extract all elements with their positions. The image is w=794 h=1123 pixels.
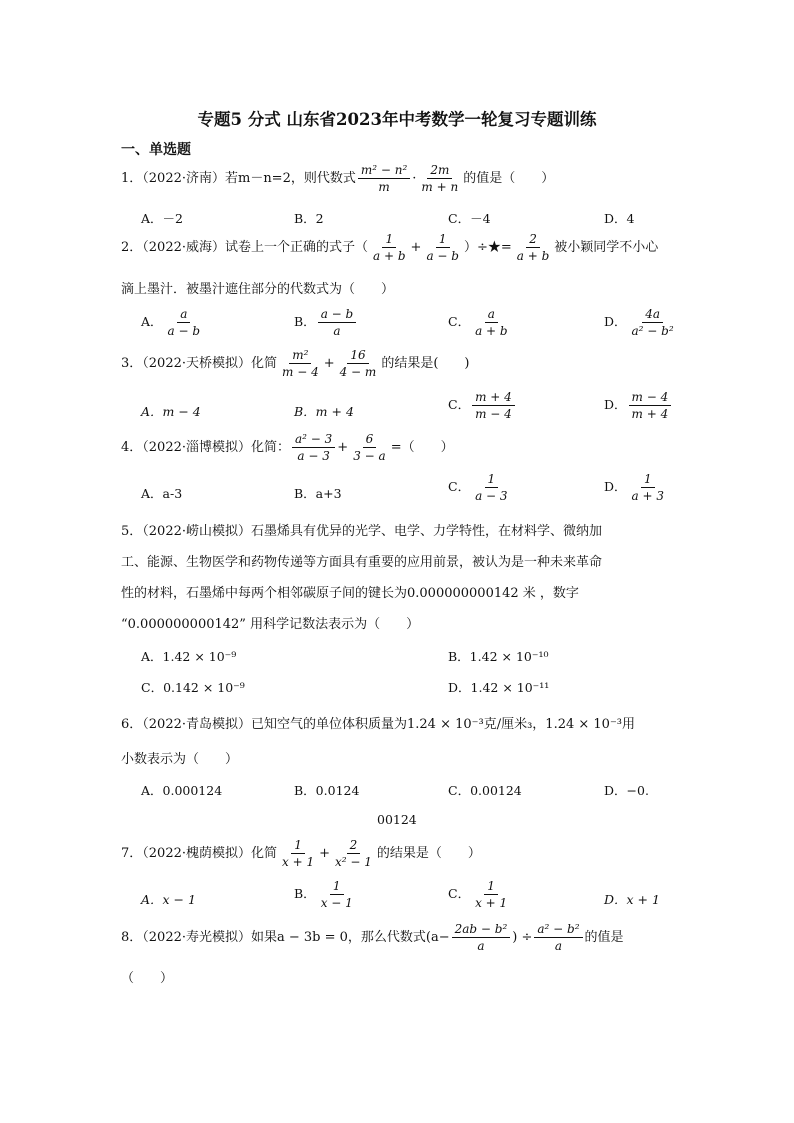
q4-plus: +	[337, 440, 349, 455]
q5-line-2: 工、能源、生物医学和药物传递等方面具有重要的应用前景，被认为是一种未来革命	[121, 555, 603, 570]
q4-opt-d-den: a + 3	[631, 489, 665, 503]
q8-fraction-2	[534, 922, 582, 953]
q3-fraction-2	[337, 348, 380, 379]
q4-f1-den: a − 3	[297, 449, 330, 463]
q3-opt-c-frac	[472, 390, 515, 421]
q4-f2-den: 3 − a	[353, 449, 386, 463]
q1-text-a: 1．（2022·济南）若m－n=2，则代数式	[121, 171, 356, 186]
q3-text-b: 的结果是( )	[381, 356, 470, 371]
q3-opt-d-num: m − 4	[629, 390, 672, 406]
q7-f2-den: x² − 1	[335, 855, 372, 869]
q1-frac1-den: m	[378, 180, 390, 194]
question-4-stem	[121, 432, 454, 463]
q4-fraction-2	[350, 432, 388, 463]
q2-f2-den: a − b	[426, 249, 459, 263]
q1-option-a: A．－2	[141, 211, 183, 226]
question-8-stem	[121, 922, 624, 953]
q2-opt-a-label: A．	[141, 314, 163, 329]
q3-option-c	[448, 390, 517, 421]
q8-f2-den: a	[554, 939, 563, 953]
q7-option-c	[448, 879, 512, 910]
q2-opt-b-label: B．	[294, 314, 316, 329]
q4-text-a: 4．（2022·淄博模拟）化简：	[121, 440, 290, 455]
q7-opt-c-frac	[472, 879, 510, 910]
question-7-stem	[121, 838, 481, 869]
q3-option-a: A．m − 4	[141, 404, 201, 419]
q4-fraction-1	[292, 432, 335, 463]
q4-opt-c-num: 1	[485, 472, 499, 488]
q3-option-d	[604, 390, 673, 421]
q2-opt-d-num: 4a	[642, 307, 663, 323]
q3-opt-d-den: m + 4	[631, 407, 669, 421]
q3-opt-d-label: D．	[604, 397, 627, 412]
q7-f2-num: 2	[347, 838, 361, 854]
q6-option-b: B．0.0124	[294, 783, 360, 798]
q2-opt-c-den: a + b	[475, 324, 508, 338]
q2-opt-d-label: D．	[604, 314, 627, 329]
q4-opt-c-frac	[472, 472, 510, 503]
q7-fraction-2	[332, 838, 375, 869]
q3-fraction-1	[279, 348, 322, 379]
q7-opt-c-den: x + 1	[475, 896, 508, 910]
q8-text-a: 8．（2022·寿光模拟）如果a − 3b = 0，那么代数式(a−	[121, 930, 450, 945]
q1-fraction-1	[358, 163, 410, 194]
q2-fraction-2	[423, 232, 462, 263]
q4-opt-c-label: C．	[448, 479, 471, 494]
q2-option-d	[604, 307, 679, 338]
q6-line-2: 小数表示为（ ）	[121, 752, 239, 767]
q3-option-b: B．m + 4	[294, 404, 354, 419]
q6-option-c: C．0.00124	[448, 783, 522, 798]
q2-f3-den: a + b	[516, 249, 550, 263]
q1-dot: ·	[412, 171, 417, 186]
q7-option-d: D．x + 1	[604, 892, 660, 907]
q4-opt-d-label: D．	[604, 479, 627, 494]
q7-option-a: A．x − 1	[141, 892, 196, 907]
q2-opt-d-den: a² − b²	[631, 324, 674, 338]
q7-opt-b-frac	[318, 879, 356, 910]
q5-line-1: 5．（2022·崂山模拟）石墨烯具有优异的光学、电学、力学特性，在材料学、微纳加	[121, 524, 602, 539]
q8-f1-den: a	[477, 939, 485, 953]
q1-frac1-num: m² − n²	[358, 163, 410, 179]
q2-fraction-1	[370, 232, 409, 263]
section-heading: 一、单选题	[121, 142, 191, 158]
q7-opt-b-num: 1	[330, 879, 344, 895]
q4-opt-c-den: a − 3	[475, 489, 508, 503]
q4-text-b: =（ ）	[390, 440, 454, 455]
q2-opt-a-num: a	[177, 307, 190, 323]
q4-option-b: B．a+3	[294, 486, 342, 501]
q3-f1-num: m²	[289, 348, 311, 364]
q6-option-d: D．−0.	[604, 783, 649, 798]
q2-f1-num: 1	[382, 232, 396, 248]
q2-plus: +	[410, 240, 422, 255]
q7-opt-b-den: x − 1	[320, 896, 353, 910]
q2-text-a: 2．（2022·威海）试卷上一个正确的式子（	[121, 240, 368, 255]
q3-f2-num: 16	[347, 348, 368, 364]
q1-text-b: 的值是（ ）	[463, 171, 555, 186]
q2-opt-b-frac	[318, 307, 357, 338]
q1-frac2-den: m + n	[421, 180, 459, 194]
q2-f3-num: 2	[526, 232, 540, 248]
q2-fraction-3	[514, 232, 553, 263]
q3-text-a: 3．（2022·天桥模拟）化简	[121, 356, 277, 371]
question-3-stem	[121, 348, 469, 379]
q5-line-3: 性的材料，石墨烯中每两个相邻碳原子间的键长为0.000000000142 米 ，数字	[121, 586, 579, 601]
q2-opt-d-frac	[629, 307, 677, 338]
q7-opt-c-label: C．	[448, 886, 471, 901]
q2-text-b: 被小颖同学不小心	[554, 240, 659, 255]
q8-fraction-1	[452, 922, 511, 953]
q1-fraction-2	[418, 163, 461, 194]
q2-line-2: 滴上墨汁．被墨汁遮住部分的代数式为（ ）	[121, 282, 395, 297]
q2-option-b	[294, 307, 358, 338]
q3-opt-c-num: m + 4	[472, 390, 515, 406]
q2-opt-c-label: C．	[448, 314, 471, 329]
question-1-stem	[121, 163, 554, 194]
q4-f1-num: a² − 3	[292, 432, 335, 448]
q4-opt-d-frac	[629, 472, 667, 503]
q1-option-c: C．－4	[448, 211, 491, 226]
q8-f1-num: 2ab − b²	[452, 922, 511, 938]
q6-option-d-wrap: 00124	[377, 812, 417, 827]
q4-option-d	[604, 472, 669, 503]
q5-line-4: “0.000000000142” 用科学记数法表示为（ ）	[121, 617, 420, 632]
page-title: 专题5 分式 山东省2023年中考数学一轮复习专题训练	[197, 110, 597, 129]
q1-option-d: D．4	[604, 211, 635, 226]
q5-option-c: C．0.142 × 10⁻⁹	[141, 680, 245, 695]
q3-opt-c-label: C．	[448, 397, 471, 412]
q2-opt-b-den: a	[333, 324, 341, 338]
q7-f1-num: 1	[291, 838, 305, 854]
q7-fraction-1	[279, 838, 317, 869]
q6-line-1: 6．（2022·青岛模拟）已知空气的单位体积质量为1.24 × 10⁻³克/厘米₃，1.24 × 10⁻³用	[121, 717, 636, 732]
q2-opt-c-frac	[472, 307, 511, 338]
q7-option-b	[294, 879, 358, 910]
q2-opt-c-num: a	[485, 307, 498, 323]
q2-option-a	[141, 307, 205, 338]
q4-option-c	[448, 472, 513, 503]
q8-text-b: 的值是	[584, 930, 624, 945]
q8-line-2: （ ）	[121, 971, 174, 986]
question-2-stem	[121, 232, 658, 263]
q2-f2-num: 1	[436, 232, 450, 248]
q6-option-a: A．0.000124	[141, 783, 223, 798]
q2-option-c	[448, 307, 513, 338]
q4-opt-d-num: 1	[641, 472, 655, 488]
q8-f2-num: a² − b²	[534, 922, 582, 938]
q1-option-b: B．2	[294, 211, 324, 226]
q4-option-a: A．a-3	[141, 486, 183, 501]
q3-opt-c-den: m − 4	[475, 407, 512, 421]
q3-opt-d-frac	[629, 390, 672, 421]
q5-option-a: A．1.42 × 10⁻⁹	[141, 649, 237, 664]
q7-text-b: 的结果是（ ）	[376, 846, 481, 861]
q2-opt-a-den: a − b	[167, 324, 201, 338]
q3-f2-den: 4 − m	[339, 365, 377, 379]
q2-opt-b-num: a − b	[318, 307, 357, 323]
q7-opt-c-num: 1	[484, 879, 498, 895]
q5-option-b: B．1.42 × 10⁻¹⁰	[448, 649, 549, 664]
q7-plus: +	[319, 846, 330, 861]
q2-f1-den: a + b	[373, 249, 406, 263]
q5-option-d: D．1.42 × 10⁻¹¹	[448, 680, 550, 695]
q2-opt-a-frac	[165, 307, 204, 338]
q7-f1-den: x + 1	[282, 855, 315, 869]
q3-plus: +	[323, 356, 335, 371]
q1-frac2-num: 2m	[427, 163, 452, 179]
q4-f2-num: 6	[363, 432, 377, 448]
q7-opt-b-label: B．	[294, 886, 316, 901]
q2-text-mid: ）÷★=	[463, 240, 512, 255]
q8-text-mid: ) ÷	[512, 930, 533, 945]
q3-f1-den: m − 4	[282, 365, 319, 379]
q7-text-a: 7．（2022·槐荫模拟）化简	[121, 846, 277, 861]
